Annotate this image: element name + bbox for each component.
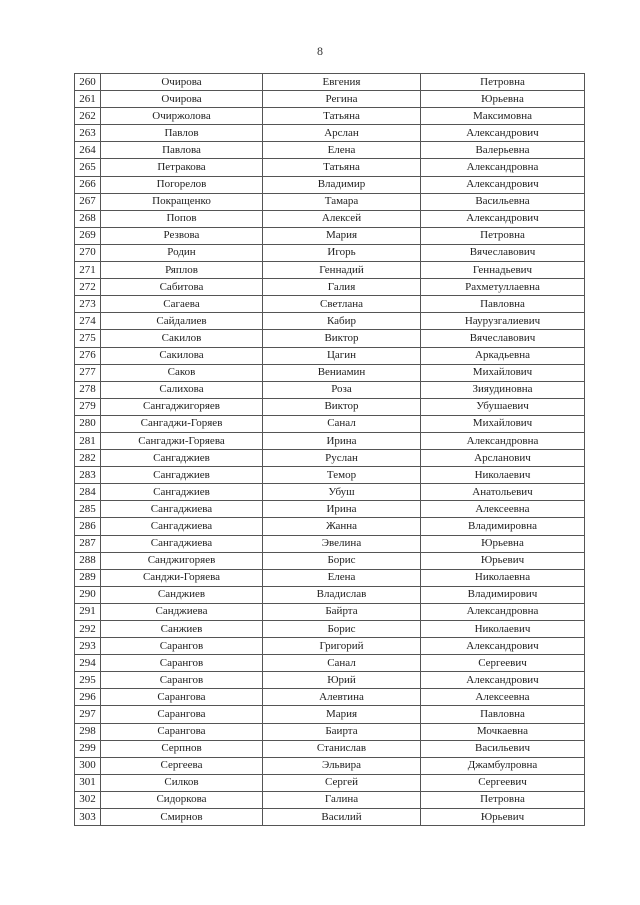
last-name-cell: Сарангова	[101, 723, 263, 740]
patronymic-cell: Убушаевич	[421, 398, 585, 415]
first-name-cell: Тамара	[263, 193, 421, 210]
patronymic-cell: Павловна	[421, 296, 585, 313]
table-row	[75, 586, 585, 603]
first-name-cell: Григорий	[263, 638, 421, 655]
last-name-cell: Родин	[101, 244, 263, 261]
first-name-cell: Ирина	[263, 432, 421, 449]
row-number: 275	[75, 330, 101, 347]
patronymic-cell: Васильевна	[421, 193, 585, 210]
first-name-cell: Мария	[263, 227, 421, 244]
patronymic-cell: Рахметуллаевна	[421, 279, 585, 296]
row-number: 286	[75, 518, 101, 535]
patronymic-cell: Геннадьевич	[421, 262, 585, 279]
patronymic-cell: Николаевич	[421, 467, 585, 484]
first-name-cell: Жанна	[263, 518, 421, 535]
table-row	[75, 723, 585, 740]
last-name-cell: Сангаджиев	[101, 467, 263, 484]
table-row	[75, 279, 585, 296]
table-row	[75, 757, 585, 774]
patronymic-cell: Аркадьевна	[421, 347, 585, 364]
first-name-cell: Эльвира	[263, 757, 421, 774]
first-name-cell: Елена	[263, 569, 421, 586]
patronymic-cell: Вячеславович	[421, 244, 585, 261]
row-number: 292	[75, 621, 101, 638]
row-number: 291	[75, 603, 101, 620]
table-row	[75, 262, 585, 279]
last-name-cell: Сангаджи-Горяева	[101, 432, 263, 449]
table-row	[75, 706, 585, 723]
table-row	[75, 432, 585, 449]
table-row	[75, 125, 585, 142]
row-number: 295	[75, 672, 101, 689]
last-name-cell: Павлова	[101, 142, 263, 159]
last-name-cell: Резвова	[101, 227, 263, 244]
last-name-cell: Сангаджиев	[101, 484, 263, 501]
table-row	[75, 193, 585, 210]
table-row	[75, 313, 585, 330]
last-name-cell: Сакилова	[101, 347, 263, 364]
roster-body	[75, 74, 585, 826]
patronymic-cell: Александровна	[421, 432, 585, 449]
patronymic-cell: Алексеевна	[421, 501, 585, 518]
row-number: 299	[75, 740, 101, 757]
table-row	[75, 774, 585, 791]
first-name-cell: Виктор	[263, 398, 421, 415]
patronymic-cell: Александрович	[421, 638, 585, 655]
first-name-cell: Игорь	[263, 244, 421, 261]
last-name-cell: Сангаджи-Горяев	[101, 415, 263, 432]
last-name-cell: Сарангова	[101, 689, 263, 706]
first-name-cell: Евгения	[263, 74, 421, 91]
table-row	[75, 227, 585, 244]
row-number: 270	[75, 244, 101, 261]
row-number: 283	[75, 467, 101, 484]
table-row	[75, 108, 585, 125]
patronymic-cell: Юрьевич	[421, 552, 585, 569]
table-row	[75, 809, 585, 826]
table-row	[75, 621, 585, 638]
first-name-cell: Байрта	[263, 603, 421, 620]
table-row	[75, 176, 585, 193]
patronymic-cell: Петровна	[421, 74, 585, 91]
first-name-cell: Регина	[263, 91, 421, 108]
patronymic-cell: Алексеевна	[421, 689, 585, 706]
last-name-cell: Петракова	[101, 159, 263, 176]
patronymic-cell: Юрьевна	[421, 91, 585, 108]
first-name-cell: Алевтина	[263, 689, 421, 706]
row-number: 285	[75, 501, 101, 518]
first-name-cell: Роза	[263, 381, 421, 398]
table-row	[75, 552, 585, 569]
table-row	[75, 74, 585, 91]
patronymic-cell: Юрьевна	[421, 535, 585, 552]
first-name-cell: Галия	[263, 279, 421, 296]
table-row	[75, 381, 585, 398]
last-name-cell: Санжиев	[101, 621, 263, 638]
table-row	[75, 603, 585, 620]
first-name-cell: Арслан	[263, 125, 421, 142]
patronymic-cell: Александрович	[421, 125, 585, 142]
first-name-cell: Геннадий	[263, 262, 421, 279]
table-row	[75, 740, 585, 757]
row-number: 273	[75, 296, 101, 313]
row-number: 262	[75, 108, 101, 125]
row-number: 302	[75, 791, 101, 808]
table-row	[75, 244, 585, 261]
row-number: 277	[75, 364, 101, 381]
first-name-cell: Убуш	[263, 484, 421, 501]
patronymic-cell: Юрьевич	[421, 809, 585, 826]
last-name-cell: Погорелов	[101, 176, 263, 193]
row-number: 263	[75, 125, 101, 142]
row-number: 280	[75, 415, 101, 432]
last-name-cell: Санджиева	[101, 603, 263, 620]
last-name-cell: Санджиев	[101, 586, 263, 603]
patronymic-cell: Валерьевна	[421, 142, 585, 159]
table-row	[75, 398, 585, 415]
row-number: 294	[75, 655, 101, 672]
first-name-cell: Владислав	[263, 586, 421, 603]
last-name-cell: Ряплов	[101, 262, 263, 279]
patronymic-cell: Михайлович	[421, 415, 585, 432]
row-number: 290	[75, 586, 101, 603]
first-name-cell: Санал	[263, 655, 421, 672]
table-row	[75, 415, 585, 432]
first-name-cell: Кабир	[263, 313, 421, 330]
first-name-cell: Санал	[263, 415, 421, 432]
first-name-cell: Елена	[263, 142, 421, 159]
row-number: 271	[75, 262, 101, 279]
last-name-cell: Сергеева	[101, 757, 263, 774]
last-name-cell: Серпнов	[101, 740, 263, 757]
last-name-cell: Сангаджиева	[101, 518, 263, 535]
patronymic-cell: Александровна	[421, 159, 585, 176]
patronymic-cell: Наурузгалиевич	[421, 313, 585, 330]
patronymic-cell: Николаевич	[421, 621, 585, 638]
first-name-cell: Сергей	[263, 774, 421, 791]
table-row	[75, 672, 585, 689]
row-number: 300	[75, 757, 101, 774]
last-name-cell: Сангаджиев	[101, 450, 263, 467]
patronymic-cell: Владимировна	[421, 518, 585, 535]
row-number: 272	[75, 279, 101, 296]
table-row	[75, 364, 585, 381]
first-name-cell: Владимир	[263, 176, 421, 193]
patronymic-cell: Владимирович	[421, 586, 585, 603]
last-name-cell: Сангаджиева	[101, 501, 263, 518]
row-number: 274	[75, 313, 101, 330]
table-row	[75, 450, 585, 467]
table-row	[75, 569, 585, 586]
row-number: 287	[75, 535, 101, 552]
table-row	[75, 330, 585, 347]
last-name-cell: Салихова	[101, 381, 263, 398]
table-row	[75, 655, 585, 672]
patronymic-cell: Петровна	[421, 227, 585, 244]
first-name-cell: Татьяна	[263, 159, 421, 176]
last-name-cell: Сарангов	[101, 638, 263, 655]
last-name-cell: Сидоркова	[101, 791, 263, 808]
last-name-cell: Сабитова	[101, 279, 263, 296]
row-number: 281	[75, 432, 101, 449]
patronymic-cell: Сергеевич	[421, 655, 585, 672]
patronymic-cell: Петровна	[421, 791, 585, 808]
row-number: 282	[75, 450, 101, 467]
table-row	[75, 91, 585, 108]
row-number: 278	[75, 381, 101, 398]
last-name-cell: Санджигоряев	[101, 552, 263, 569]
first-name-cell: Татьяна	[263, 108, 421, 125]
first-name-cell: Светлана	[263, 296, 421, 313]
patronymic-cell: Васильевич	[421, 740, 585, 757]
last-name-cell: Покращенко	[101, 193, 263, 210]
patronymic-cell: Джамбулровна	[421, 757, 585, 774]
row-number: 260	[75, 74, 101, 91]
first-name-cell: Баирта	[263, 723, 421, 740]
patronymic-cell: Зияудиновна	[421, 381, 585, 398]
patronymic-cell: Мочкаевна	[421, 723, 585, 740]
last-name-cell: Очирова	[101, 74, 263, 91]
row-number: 297	[75, 706, 101, 723]
page-number: 8	[317, 44, 323, 58]
row-number: 276	[75, 347, 101, 364]
row-number: 296	[75, 689, 101, 706]
row-number: 264	[75, 142, 101, 159]
last-name-cell: Смирнов	[101, 809, 263, 826]
last-name-cell: Силков	[101, 774, 263, 791]
table-row	[75, 296, 585, 313]
roster-table	[74, 73, 585, 826]
last-name-cell: Сарангов	[101, 672, 263, 689]
first-name-cell: Ирина	[263, 501, 421, 518]
row-number: 269	[75, 227, 101, 244]
first-name-cell: Руслан	[263, 450, 421, 467]
first-name-cell: Галина	[263, 791, 421, 808]
patronymic-cell: Сергеевич	[421, 774, 585, 791]
first-name-cell: Василий	[263, 809, 421, 826]
patronymic-cell: Арсланович	[421, 450, 585, 467]
row-number: 284	[75, 484, 101, 501]
patronymic-cell: Николаевна	[421, 569, 585, 586]
patronymic-cell: Александрович	[421, 210, 585, 227]
patronymic-cell: Александрович	[421, 672, 585, 689]
first-name-cell: Борис	[263, 621, 421, 638]
table-row	[75, 159, 585, 176]
table-row	[75, 791, 585, 808]
row-number: 289	[75, 569, 101, 586]
patronymic-cell: Анатольевич	[421, 484, 585, 501]
row-number: 279	[75, 398, 101, 415]
first-name-cell: Вениамин	[263, 364, 421, 381]
patronymic-cell: Александровна	[421, 603, 585, 620]
last-name-cell: Очирова	[101, 91, 263, 108]
row-number: 293	[75, 638, 101, 655]
row-number: 288	[75, 552, 101, 569]
patronymic-cell: Александрович	[421, 176, 585, 193]
row-number: 298	[75, 723, 101, 740]
table-row	[75, 638, 585, 655]
last-name-cell: Павлов	[101, 125, 263, 142]
patronymic-cell: Вячеславович	[421, 330, 585, 347]
last-name-cell: Сарангова	[101, 706, 263, 723]
patronymic-cell: Максимовна	[421, 108, 585, 125]
last-name-cell: Санджи-Горяева	[101, 569, 263, 586]
first-name-cell: Алексей	[263, 210, 421, 227]
table-row	[75, 689, 585, 706]
table-row	[75, 467, 585, 484]
table-row	[75, 347, 585, 364]
first-name-cell: Эвелина	[263, 535, 421, 552]
table-row	[75, 518, 585, 535]
first-name-cell: Борис	[263, 552, 421, 569]
last-name-cell: Сагаева	[101, 296, 263, 313]
table-row	[75, 484, 585, 501]
last-name-cell: Сангаджиева	[101, 535, 263, 552]
table-row	[75, 535, 585, 552]
row-number: 261	[75, 91, 101, 108]
row-number: 266	[75, 176, 101, 193]
first-name-cell: Станислав	[263, 740, 421, 757]
row-number: 268	[75, 210, 101, 227]
last-name-cell: Сангаджигоряев	[101, 398, 263, 415]
last-name-cell: Очиржолова	[101, 108, 263, 125]
patronymic-cell: Павловна	[421, 706, 585, 723]
row-number: 265	[75, 159, 101, 176]
first-name-cell: Виктор	[263, 330, 421, 347]
first-name-cell: Юрий	[263, 672, 421, 689]
table-row	[75, 210, 585, 227]
table-row	[75, 501, 585, 518]
row-number: 301	[75, 774, 101, 791]
last-name-cell: Сайдалиев	[101, 313, 263, 330]
first-name-cell: Цагин	[263, 347, 421, 364]
last-name-cell: Попов	[101, 210, 263, 227]
last-name-cell: Сакилов	[101, 330, 263, 347]
row-number: 303	[75, 809, 101, 826]
last-name-cell: Сарангов	[101, 655, 263, 672]
first-name-cell: Мария	[263, 706, 421, 723]
last-name-cell: Саков	[101, 364, 263, 381]
patronymic-cell: Михайлович	[421, 364, 585, 381]
row-number: 267	[75, 193, 101, 210]
table-row	[75, 142, 585, 159]
first-name-cell: Темор	[263, 467, 421, 484]
